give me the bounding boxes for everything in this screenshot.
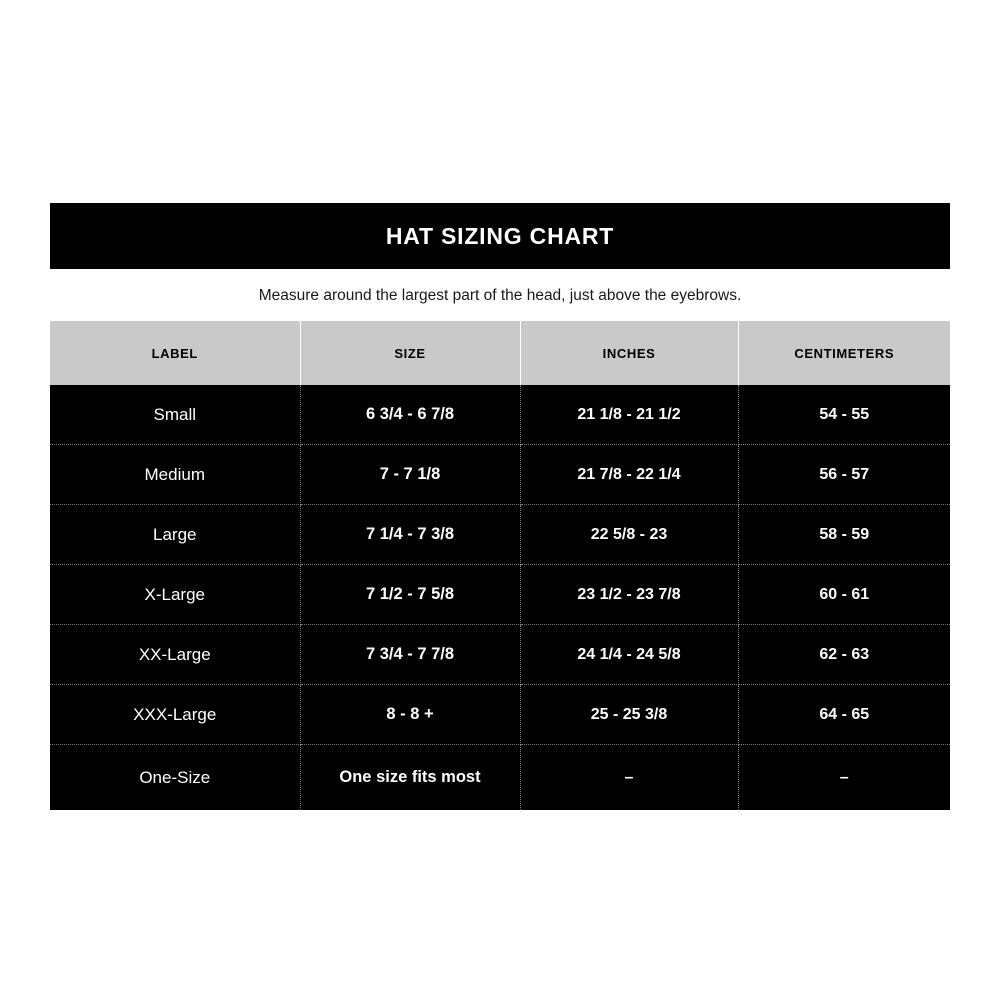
hat-sizing-chart [50,203,950,810]
column-header-label: LABEL [50,321,300,385]
cell-centimeters: 56 - 57 [738,445,950,505]
cell-size: One size fits most [300,745,520,811]
cell-size: 8 - 8 + [300,685,520,745]
table-row [50,385,950,445]
cell-label: Medium [50,445,300,505]
cell-size: 7 - 7 1/8 [300,445,520,505]
cell-size: 7 3/4 - 7 7/8 [300,625,520,685]
column-header-centimeters: CENTIMETERS [738,321,950,385]
table-row [50,685,950,745]
table-header [50,321,950,385]
cell-centimeters: 64 - 65 [738,685,950,745]
cell-inches: 21 1/8 - 21 1/2 [520,385,738,445]
cell-centimeters: 58 - 59 [738,505,950,565]
table-row [50,445,950,505]
cell-label: Small [50,385,300,445]
table-row [50,625,950,685]
chart-title-bar [50,203,950,269]
cell-label: Large [50,505,300,565]
cell-centimeters: 60 - 61 [738,565,950,625]
table-row [50,745,950,811]
cell-centimeters: 62 - 63 [738,625,950,685]
cell-centimeters: 54 - 55 [738,385,950,445]
cell-inches: 24 1/4 - 24 5/8 [520,625,738,685]
cell-inches: 25 - 25 3/8 [520,685,738,745]
column-header-inches: INCHES [520,321,738,385]
size-table [50,321,950,810]
cell-inches: – [520,745,738,811]
cell-size: 7 1/2 - 7 5/8 [300,565,520,625]
table-row [50,565,950,625]
cell-inches: 22 5/8 - 23 [520,505,738,565]
cell-label: XXX-Large [50,685,300,745]
cell-label: XX-Large [50,625,300,685]
cell-label: X-Large [50,565,300,625]
cell-label: One-Size [50,745,300,811]
cell-size: 7 1/4 - 7 3/8 [300,505,520,565]
cell-centimeters: – [738,745,950,811]
cell-inches: 21 7/8 - 22 1/4 [520,445,738,505]
table-header-row [50,321,950,385]
page-title: HAT SIZING CHART [385,222,615,249]
table-body [50,385,950,810]
cell-inches: 23 1/2 - 23 7/8 [520,565,738,625]
column-header-size: SIZE [300,321,520,385]
cell-size: 6 3/4 - 6 7/8 [300,385,520,445]
table-row [50,505,950,565]
chart-subtitle: Measure around the largest part of the head, just above the eyebrows. [258,287,742,304]
